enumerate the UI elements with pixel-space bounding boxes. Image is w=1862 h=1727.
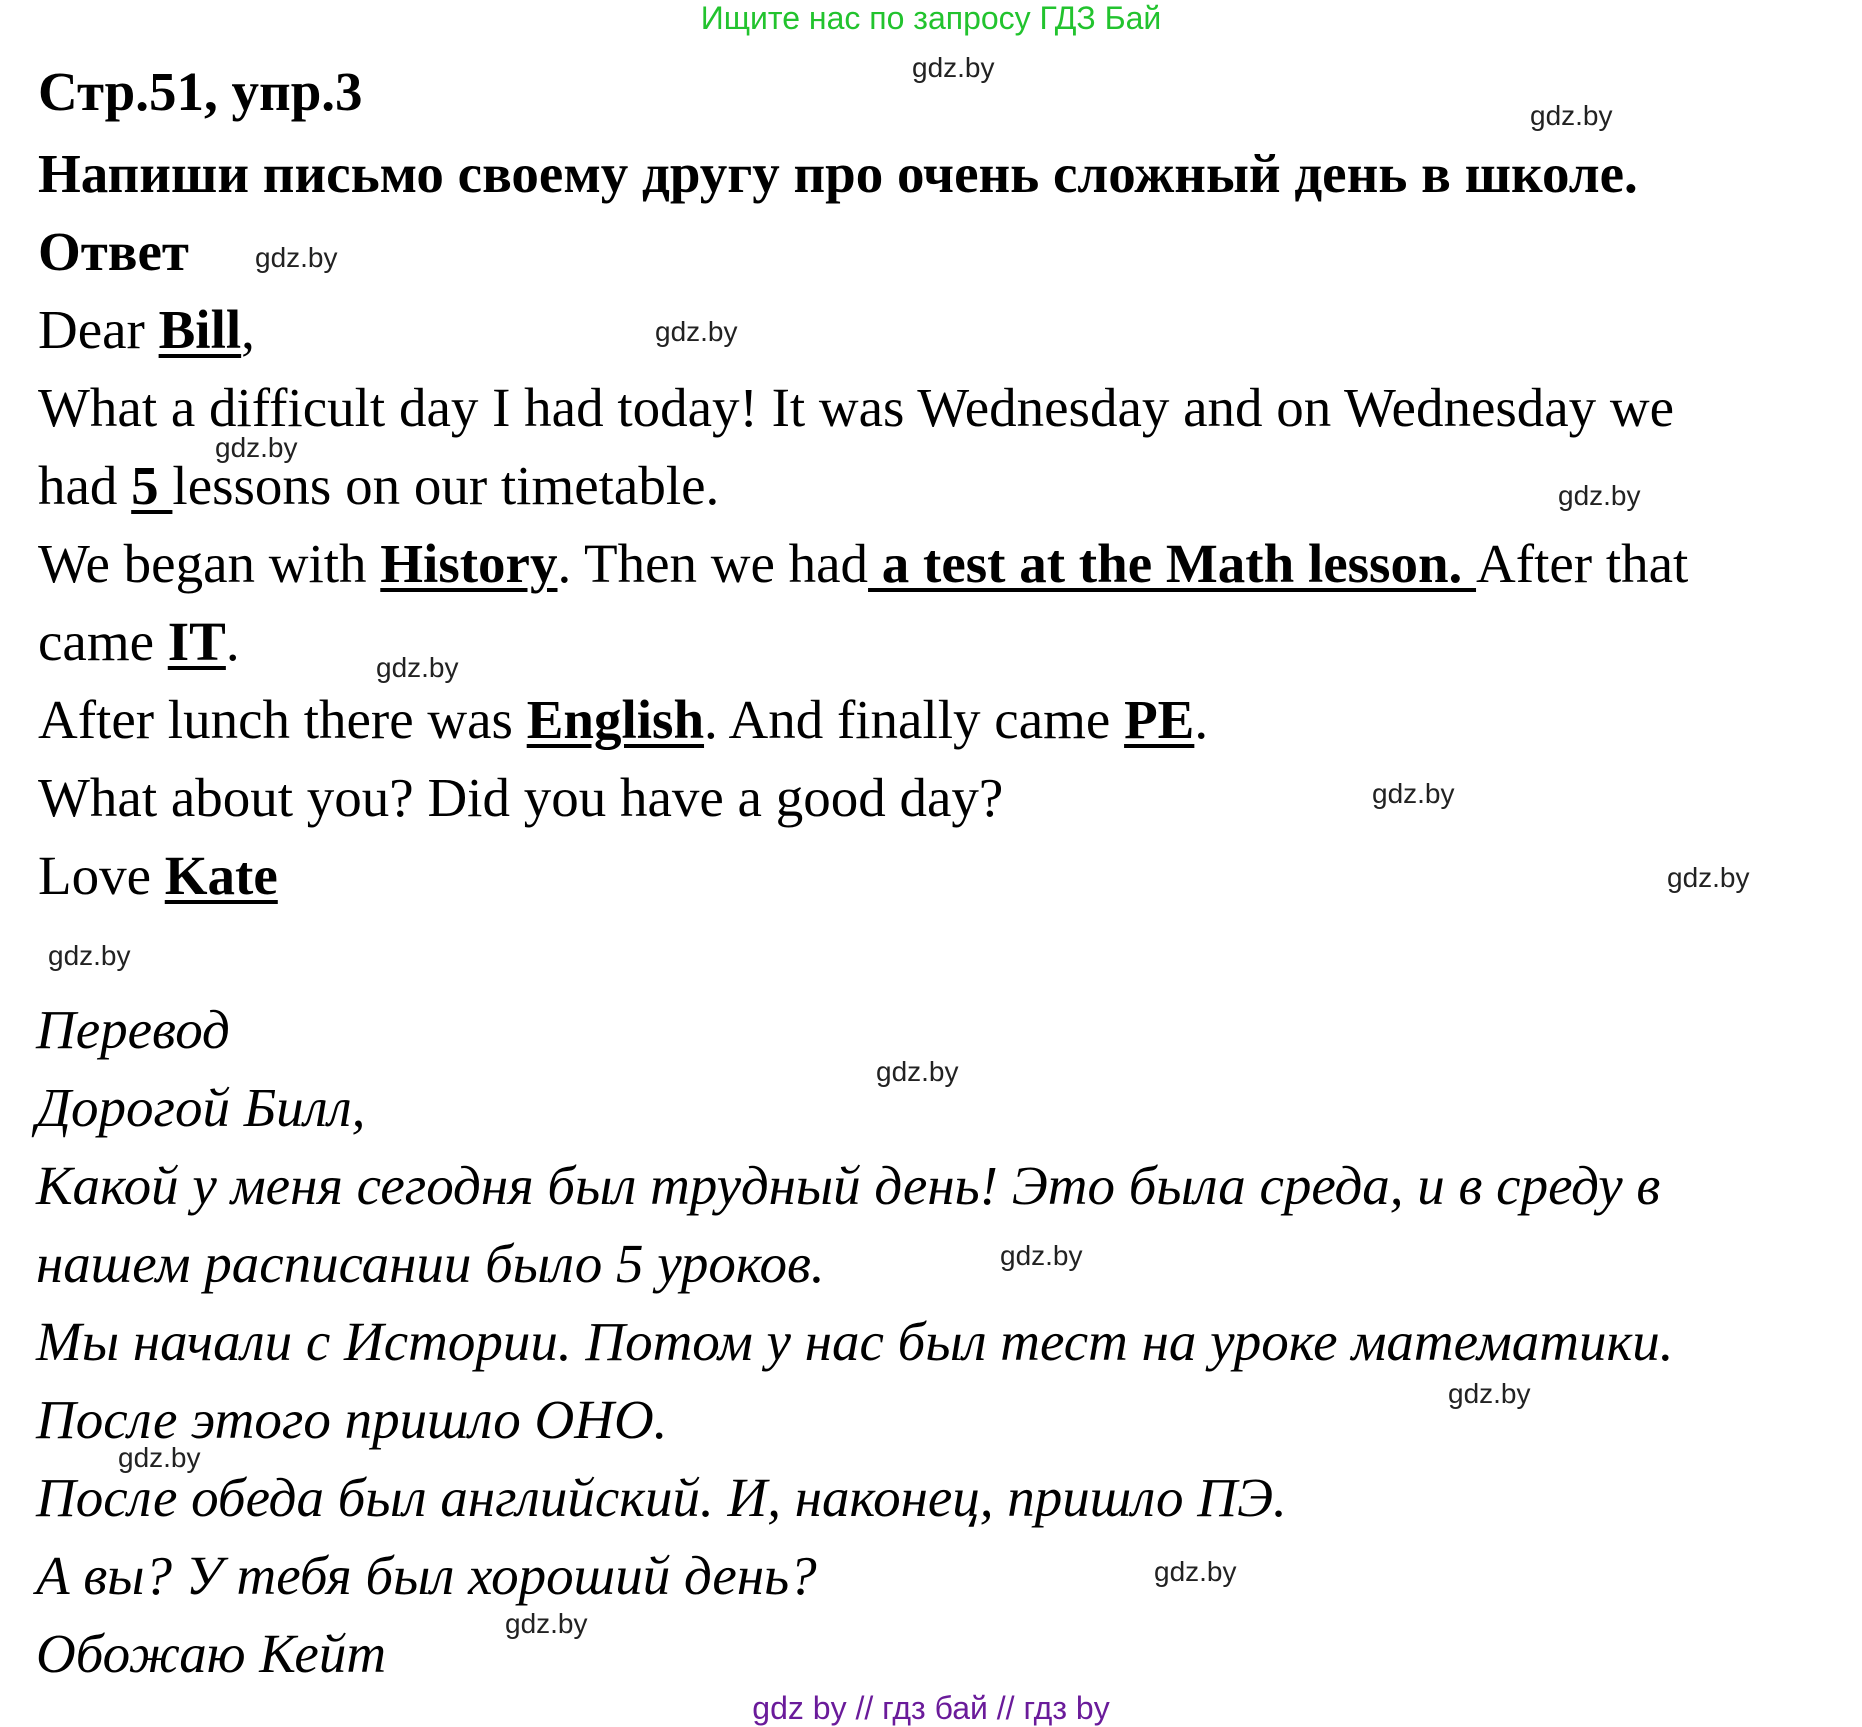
letter-line-3: had 5 lessons on our timetable.	[38, 455, 720, 516]
watermark: gdz.by	[376, 652, 459, 683]
translation-line-3: нашем расписании было 5 уроков.	[36, 1233, 825, 1294]
watermark: gdz.by	[655, 316, 738, 347]
letter-greeting: Dear Bill,	[38, 299, 255, 360]
top-banner: Ищите нас по запросу ГДЗ Бай	[700, 0, 1162, 36]
watermark: gdz.by	[505, 1608, 588, 1639]
signer-name: Kate	[164, 845, 278, 906]
translation-line-2: Какой у меня сегодня был трудный день! Это была среда, и в среду в	[36, 1155, 1661, 1216]
answer-label: Ответ	[38, 221, 189, 282]
letter-line-7: What about you? Did you have a good day?	[38, 767, 1004, 828]
watermark: gdz.by	[1372, 778, 1455, 809]
watermark: gdz.by	[255, 242, 338, 273]
watermark: gdz.by	[48, 940, 131, 971]
translation-line-8: Обожаю Кейт	[36, 1623, 387, 1684]
subject-pe: PE	[1124, 689, 1195, 750]
watermark: gdz.by	[1448, 1378, 1531, 1409]
subject-history: History	[380, 533, 558, 594]
translation-label: Перевод	[36, 999, 230, 1060]
letter-line-2: What a difficult day I had today! It was Wednesday and on Wednesday we	[38, 377, 1675, 438]
math-test: a test at the Math lesson.	[868, 533, 1477, 594]
subject-it: IT	[167, 611, 226, 672]
watermark: gdz.by	[1558, 480, 1641, 511]
translation-line-6: После обеда был английский. И, наконец, пришло ПЭ.	[36, 1467, 1287, 1528]
footer-credits: gdz by // гдз бай // гдз by	[752, 1690, 1110, 1726]
letter-line-4: We began with History. Then we had a test at the Math lesson. After that	[38, 533, 1689, 594]
task-text: Напиши письмо своему другу про очень сложный день в школе.	[38, 143, 1638, 204]
letter-line-5: came IT.	[38, 611, 240, 672]
letter-line-6: After lunch there was English. And finally came PE.	[38, 689, 1209, 750]
subject-english: English	[526, 689, 705, 750]
lesson-count: 5	[131, 455, 173, 516]
translation-line-1: Дорогой Билл,	[36, 1077, 366, 1138]
letter-signature: Love Kate	[38, 845, 278, 906]
translation-line-5: После этого пришло ОНО.	[36, 1389, 668, 1450]
watermark: gdz.by	[1530, 100, 1613, 131]
watermark: gdz.by	[876, 1056, 959, 1087]
watermark: gdz.by	[118, 1442, 201, 1473]
page-heading: Стр.51, упр.3	[38, 61, 363, 122]
translation-line-4: Мы начали с Истории. Потом у нас был тест на уроке математики.	[36, 1311, 1674, 1372]
watermark: gdz.by	[215, 432, 298, 463]
translation-line-7: А вы? У тебя был хороший день?	[36, 1545, 817, 1606]
watermark: gdz.by	[912, 52, 995, 83]
watermark: gdz.by	[1667, 862, 1750, 893]
friend-name: Bill	[158, 299, 242, 360]
watermark: gdz.by	[1000, 1240, 1083, 1271]
watermark: gdz.by	[1154, 1556, 1237, 1587]
